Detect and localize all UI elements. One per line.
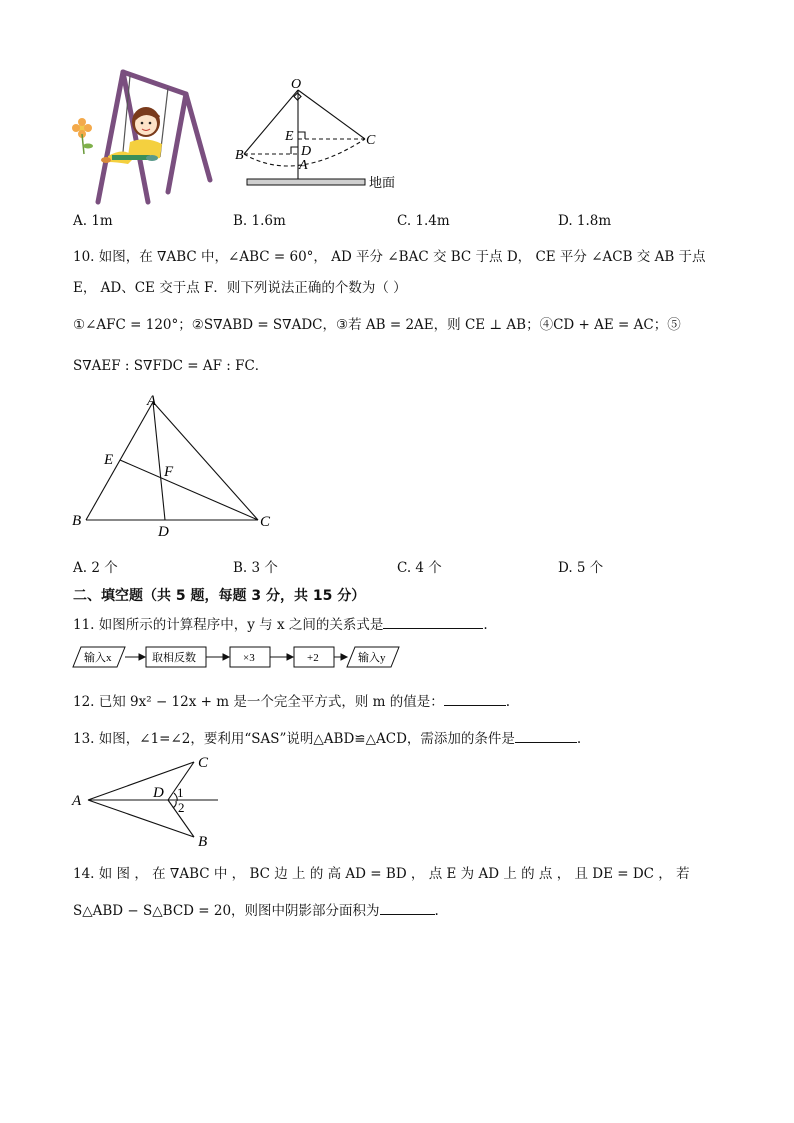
q10-option-c: C. 4 个 [397,560,442,576]
segment-OC [298,90,365,139]
q10-statements: ①∠AFC = 120°；②S∇ABD = S∇ADC，③若 AB = 2AE，则 CE ⊥ AB；④CD + AE = AC；⑤ [73,317,681,333]
label-C: C [260,514,271,530]
label-A: A [147,393,157,409]
q12-stem-text: 12. 已知 9x² − 12x + m 是一个完全平方式，则 m 的值是： [73,694,444,710]
q10-option-b: B. 3 个 [233,560,278,576]
q14-stem-line2: S△ABD − S△BCD = 20，则图中阴影部分面积为 . [73,899,439,919]
q10-option-a: A. 2 个 [73,560,118,576]
label-C: C [366,133,376,148]
label-F: F [164,464,174,480]
q10-stem-line1: 10. 如图，在 ∇ABC 中，∠ABC = 60°， AD 平分 ∠BAC 交 BC 于点 D， CE 平分 ∠ACB 交 AB 于点 [73,249,706,265]
q9-option-c: C. 1.4m [397,213,450,229]
q14-answer-blank[interactable] [380,900,435,915]
q10-option-d: D. 5 个 [558,560,604,576]
swing-geometry-figure [235,72,415,197]
flow-step3-text: +2 [307,652,319,664]
side-AB [86,402,153,520]
flow-input-text: 输入x [84,652,112,664]
q11-stem: 11. 如图所示的计算程序中，y 与 x 之间的关系式是 . [73,613,488,633]
label-C: C [198,755,209,771]
flow-step1-text: 取相反数 [152,652,196,664]
label-ground: 地面 [369,175,396,190]
q11-answer-blank[interactable] [383,614,483,629]
q9-option-d: D. 1.8m [558,213,612,229]
flower-icon [72,118,93,154]
label-E: E [285,129,294,144]
section-heading: 二、填空题（共 5 题，每题 3 分，共 15 分） [73,588,366,604]
q12-answer-blank[interactable] [444,691,506,706]
q11-flowchart [73,645,403,671]
label-E: E [104,452,114,468]
segment-OB [244,90,298,154]
swing-illustration [68,62,218,212]
segment-CE [120,460,258,520]
label-B: B [198,834,208,850]
flow-step2-text: ×3 [243,652,255,664]
q13-stem-text: 13. 如图，∠1=∠2，要利用“SAS”说明△ABD≌△ACD，需添加的条件是 [73,731,515,747]
q11-stem-text: 11. 如图所示的计算程序中，y 与 x 之间的关系式是 [73,617,384,633]
q9-option-a: A. 1m [73,213,113,229]
label-A: A [299,158,308,173]
q13-stem: 13. 如图，∠1=∠2，要利用“SAS”说明△ABD≌△ACD，需添加的条件是 . [73,727,581,747]
q10-stem-line2: E， AD、CE 交于点 F．则下列说法正确的个数为（ ） [73,280,407,296]
q10-statements-line2: S∇AEF : S∇FDC = AF : FC． [73,358,269,374]
q13-figure [68,753,228,848]
q14-stem-line1: 14. 如 图 ， 在 ∇ABC 中 ， BC 边 上 的 高 AD = BD ， 点 E 为 AD 上 的 点 ， 且 DE = DC ， 若 [73,866,690,882]
label-D: D [301,144,312,159]
label-D: D [153,785,164,801]
q14-stem-text: S△ABD − S△BCD = 20，则图中阴影部分面积为 [73,903,380,919]
q13-answer-blank[interactable] [515,728,577,743]
label-O: O [291,77,302,92]
label-angle-2: 2 [178,800,185,815]
q9-option-b: B. 1.6m [233,213,286,229]
label-angle-1: 1 [177,785,184,800]
triangle-ABC-figure [70,392,280,542]
q12-stem: 12. 已知 9x² − 12x + m 是一个完全平方式，则 m 的值是： . [73,690,510,710]
segment-AD [153,402,165,520]
ground-bar [247,179,365,185]
label-D: D [158,524,169,540]
side-AC [153,402,258,520]
label-B: B [235,148,244,163]
label-A: A [72,793,82,809]
label-B: B [72,513,82,529]
flow-output-text: 输入y [358,652,386,664]
